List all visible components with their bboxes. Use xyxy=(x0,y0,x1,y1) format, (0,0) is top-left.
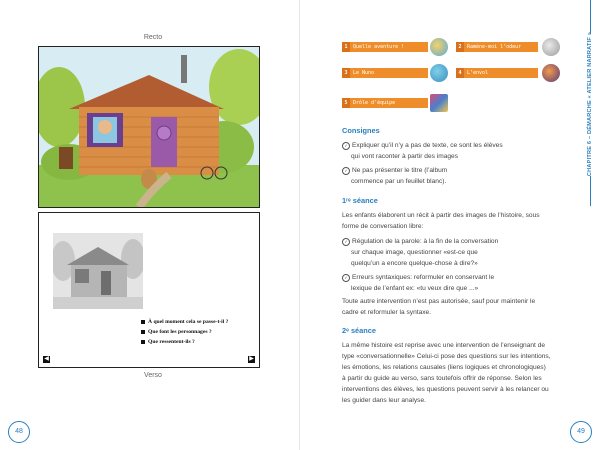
check-circle-icon: ✓ xyxy=(342,274,350,282)
chip-label: Ramène-moi l’odeur mystérieuse xyxy=(459,44,522,60)
check-circle-icon: ✓ xyxy=(342,167,350,175)
chapter-chip xyxy=(456,42,538,60)
recto-label: Recto xyxy=(143,34,163,41)
chapter-thumbnail xyxy=(430,38,448,56)
check-circle-icon: ✓ xyxy=(342,142,350,150)
consigne-text: qui vont raconter à partir des images xyxy=(351,153,459,160)
chip-label: Le Nuno xyxy=(353,70,375,76)
question-item xyxy=(141,329,256,335)
seance1-text: Régulation de la parole: à la fin de la conversation xyxy=(352,238,499,245)
consigne-text: Ne pas présenter le titre (l’album xyxy=(352,167,448,174)
page-divider xyxy=(299,0,300,450)
chip-label: L’envol xyxy=(467,70,489,76)
square-bullet-icon xyxy=(141,330,145,334)
seance2-line: les guider dans leur analyse. xyxy=(342,397,426,404)
question-list xyxy=(141,319,256,349)
question-item xyxy=(141,319,256,325)
verso-label: Verso xyxy=(144,372,162,379)
seance1-text: quelqu’un a encore quelque-chose à dire?» xyxy=(351,260,478,267)
seance2-heading: 2ᵉ séance xyxy=(342,326,377,335)
question-text: À quel moment cela se passe-t-il ? xyxy=(148,319,229,325)
verso-card xyxy=(38,212,260,368)
intro-line: Les enfants élaborent un récit à partir des images de l’histoire, sous xyxy=(342,212,540,219)
chapter-chip xyxy=(456,68,538,78)
house-sketch xyxy=(53,233,143,309)
consignes-heading: Consignes xyxy=(342,126,380,135)
consigne-item xyxy=(342,140,570,162)
intro-line: forme de conversation libre: xyxy=(342,223,424,230)
square-bullet-icon xyxy=(141,320,145,324)
question-text: Que ressentent-ils ? xyxy=(148,339,195,345)
seance2-line: les émotions, les relations causales (liens logiques et chronologiques) xyxy=(342,364,546,371)
chip-label: Drôle d’équipe xyxy=(353,100,396,106)
question-text: Que font les personnages ? xyxy=(148,329,212,335)
chapter-chip xyxy=(342,42,428,52)
chip-number: 1 xyxy=(342,42,350,52)
consigne-item xyxy=(342,165,570,187)
page-number-left: 48 xyxy=(8,421,30,443)
chapter-thumbnail xyxy=(430,64,448,82)
chapter-chip xyxy=(342,68,428,78)
chip-number: 5 xyxy=(342,98,350,108)
consigne-text: commence par un feuillet blanc). xyxy=(351,178,447,185)
seance2-paragraph xyxy=(342,340,570,406)
next-arrow-icon: ▶ xyxy=(249,356,254,362)
square-bullet-icon xyxy=(141,340,145,344)
question-item xyxy=(141,339,256,345)
outro-line: Toute autre intervention n’est pas autorisée, sauf pour maintenir le xyxy=(342,298,536,305)
seance1-intro xyxy=(342,210,570,232)
outro-line: cadre et reformuler la syntaxe. xyxy=(342,309,432,316)
seance2-line: La même histoire est reprise avec une intervention de l’enseignant de xyxy=(342,342,546,349)
chapter-thumbnail xyxy=(430,94,448,112)
chapter-thumbnail xyxy=(542,38,560,56)
chip-number: 2 xyxy=(456,42,464,52)
seance2-line: à partir du guide au verso, sans toutefois offrir de réponse. Selon les xyxy=(342,375,542,382)
seance1-item xyxy=(342,236,570,269)
chapter-sidebar-title: CHAPITRE 6 – DÉMARCHE « ATELIER NARRATIF » xyxy=(587,31,593,177)
chip-number: 4 xyxy=(456,68,464,78)
seance1-heading: 1ʳᵉ séance xyxy=(342,196,378,205)
chapter-chip xyxy=(342,98,428,108)
chapter-thumbnail xyxy=(542,64,560,82)
seance1-text: Erreurs syntaxiques: reformuler en conservant le xyxy=(352,274,495,281)
sidebar-rule xyxy=(590,0,591,34)
sidebar-rule xyxy=(590,176,591,206)
seance1-item xyxy=(342,272,570,294)
chip-number: 3 xyxy=(342,68,350,78)
house-illustration xyxy=(39,47,259,207)
consigne-text: Expliquer qu’il n’y a pas de texte, ce sont les élèves xyxy=(352,142,503,149)
seance1-outro xyxy=(342,296,570,318)
page-number-right: 49 xyxy=(570,421,592,443)
seance2-line: type «conversationnelle» Celui-ci pose des questions sur les intentions, xyxy=(342,353,551,360)
check-circle-icon: ✓ xyxy=(342,238,350,246)
recto-illustration xyxy=(38,46,260,208)
prev-arrow-icon: ◀ xyxy=(44,356,49,362)
seance2-line: interventions des élèves, les questions peuvent servir à les relancer ou xyxy=(342,386,549,393)
chip-label: Quelle aventure ! xyxy=(353,44,405,50)
seance1-text: sur chaque image, questionner «est-ce que xyxy=(351,249,478,256)
seance1-text: lexique de l’enfant ex: «tu veux dire que ...» xyxy=(351,285,479,292)
